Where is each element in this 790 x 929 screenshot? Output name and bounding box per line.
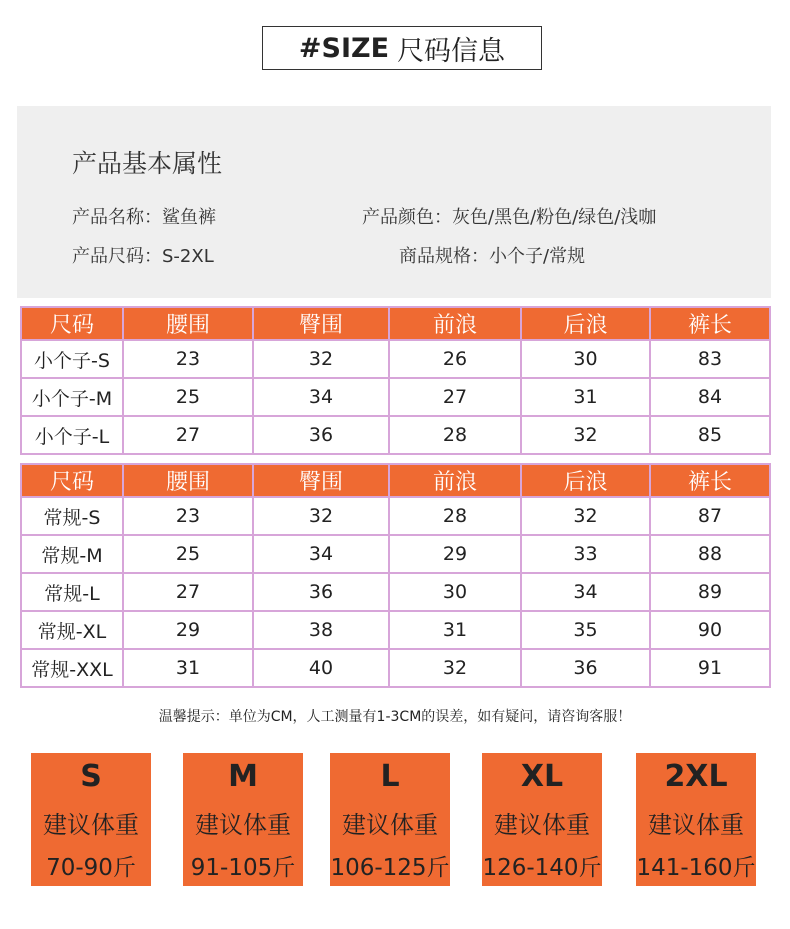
recommend-size: M — [228, 759, 258, 794]
table-row — [21, 573, 770, 611]
size-cell: 小个子-M — [21, 378, 123, 416]
measurement-cell: 30 — [521, 340, 650, 378]
recommend-range: 126-140斤 — [482, 855, 602, 881]
measurement-cell: 28 — [389, 497, 521, 535]
measurement-cell: 91 — [650, 649, 770, 687]
product-name: 产品名称：鲨鱼裤 — [72, 207, 216, 228]
measurement-cell: 35 — [521, 611, 650, 649]
measurement-cell: 25 — [123, 378, 253, 416]
table-row — [21, 497, 770, 535]
measurement-cell: 83 — [650, 340, 770, 378]
table-row — [21, 340, 770, 378]
page-title — [262, 26, 542, 70]
column-header: 裤长 — [650, 464, 770, 497]
column-header: 臀围 — [253, 464, 389, 497]
measurement-cell: 27 — [389, 378, 521, 416]
measurement-cell: 87 — [650, 497, 770, 535]
table-header-row — [21, 307, 770, 340]
recommend-label: 建议体重 — [494, 811, 590, 839]
recommend-size: XL — [520, 759, 564, 794]
measurement-cell: 84 — [650, 378, 770, 416]
size-cell: 小个子-S — [21, 340, 123, 378]
measurement-cell: 31 — [521, 378, 650, 416]
column-header: 后浪 — [521, 464, 650, 497]
size-cell: 常规-L — [21, 573, 123, 611]
column-header: 腰围 — [123, 464, 253, 497]
size-cell: 小个子-L — [21, 416, 123, 454]
attribute-panel — [17, 106, 771, 298]
product-sizes: 产品尺码：S-2XL — [72, 246, 214, 267]
recommend-range: 106-125斤 — [330, 855, 450, 881]
measurement-cell: 32 — [521, 416, 650, 454]
recommend-card-l — [330, 753, 450, 886]
measurement-cell: 26 — [389, 340, 521, 378]
recommend-size: S — [80, 759, 102, 794]
size-cell: 常规-M — [21, 535, 123, 573]
recommend-size: 2XL — [664, 759, 728, 794]
column-header: 前浪 — [389, 464, 521, 497]
measurement-cell: 23 — [123, 497, 253, 535]
column-header: 尺码 — [21, 464, 123, 497]
table-row — [21, 416, 770, 454]
measurement-cell: 36 — [253, 573, 389, 611]
measurement-cell: 40 — [253, 649, 389, 687]
recommend-label: 建议体重 — [43, 811, 139, 839]
recommend-range: 70-90斤 — [46, 855, 136, 881]
recommend-card-xl — [482, 753, 602, 886]
measurement-cell: 34 — [253, 378, 389, 416]
measurement-cell: 31 — [389, 611, 521, 649]
measurement-cell: 32 — [253, 340, 389, 378]
measurement-cell: 27 — [123, 573, 253, 611]
measurement-cell: 27 — [123, 416, 253, 454]
recommend-range: 91-105斤 — [190, 855, 296, 881]
column-header: 裤长 — [650, 307, 770, 340]
measurement-cell: 85 — [650, 416, 770, 454]
recommend-range: 141-160斤 — [636, 855, 756, 881]
measurement-cell: 38 — [253, 611, 389, 649]
measurement-cell: 36 — [253, 416, 389, 454]
measurement-cell: 34 — [253, 535, 389, 573]
measurement-cell: 32 — [521, 497, 650, 535]
measurement-cell: 31 — [123, 649, 253, 687]
size-cell: 常规-S — [21, 497, 123, 535]
measurement-cell: 36 — [521, 649, 650, 687]
recommend-card-s — [31, 753, 151, 886]
measurement-cell: 25 — [123, 535, 253, 573]
size-cell: 常规-XXL — [21, 649, 123, 687]
measurement-cell: 88 — [650, 535, 770, 573]
recommend-label: 建议体重 — [342, 811, 438, 839]
recommend-size: L — [380, 759, 400, 794]
attribute-heading: 产品基本属性 — [72, 149, 223, 178]
measurement-cell: 29 — [123, 611, 253, 649]
recommend-card-m — [183, 753, 303, 886]
measurement-cell: 90 — [650, 611, 770, 649]
table-row — [21, 611, 770, 649]
measurement-cell: 29 — [389, 535, 521, 573]
column-header: 尺码 — [21, 307, 123, 340]
table-row — [21, 649, 770, 687]
measurement-cell: 23 — [123, 340, 253, 378]
regular-size-table — [20, 463, 771, 688]
measurement-cell: 30 — [389, 573, 521, 611]
measurement-cell: 32 — [253, 497, 389, 535]
product-spec: 商品规格：小个子/常规 — [399, 246, 586, 267]
column-header: 腰围 — [123, 307, 253, 340]
measurement-cell: 33 — [521, 535, 650, 573]
column-header: 前浪 — [389, 307, 521, 340]
measurement-tip: 温馨提示：单位为CM，人工测量有1-3CM的误差，如有疑问，请咨询客服！ — [158, 709, 632, 725]
measurement-cell: 34 — [521, 573, 650, 611]
title-hashtag: #SIZE — [298, 32, 390, 64]
column-header: 臀围 — [253, 307, 389, 340]
table-header-row — [21, 464, 770, 497]
title-text: 尺码信息 — [397, 35, 506, 67]
measurement-cell: 28 — [389, 416, 521, 454]
recommend-card-2xl — [636, 753, 756, 886]
table-row — [21, 535, 770, 573]
measurement-cell: 32 — [389, 649, 521, 687]
petite-size-table — [20, 306, 771, 455]
column-header: 后浪 — [521, 307, 650, 340]
measurement-cell: 89 — [650, 573, 770, 611]
recommend-label: 建议体重 — [195, 811, 291, 839]
product-colors: 产品颜色：灰色/黑色/粉色/绿色/浅咖 — [362, 207, 657, 228]
recommend-label: 建议体重 — [648, 811, 744, 839]
size-cell: 常规-XL — [21, 611, 123, 649]
table-row — [21, 378, 770, 416]
